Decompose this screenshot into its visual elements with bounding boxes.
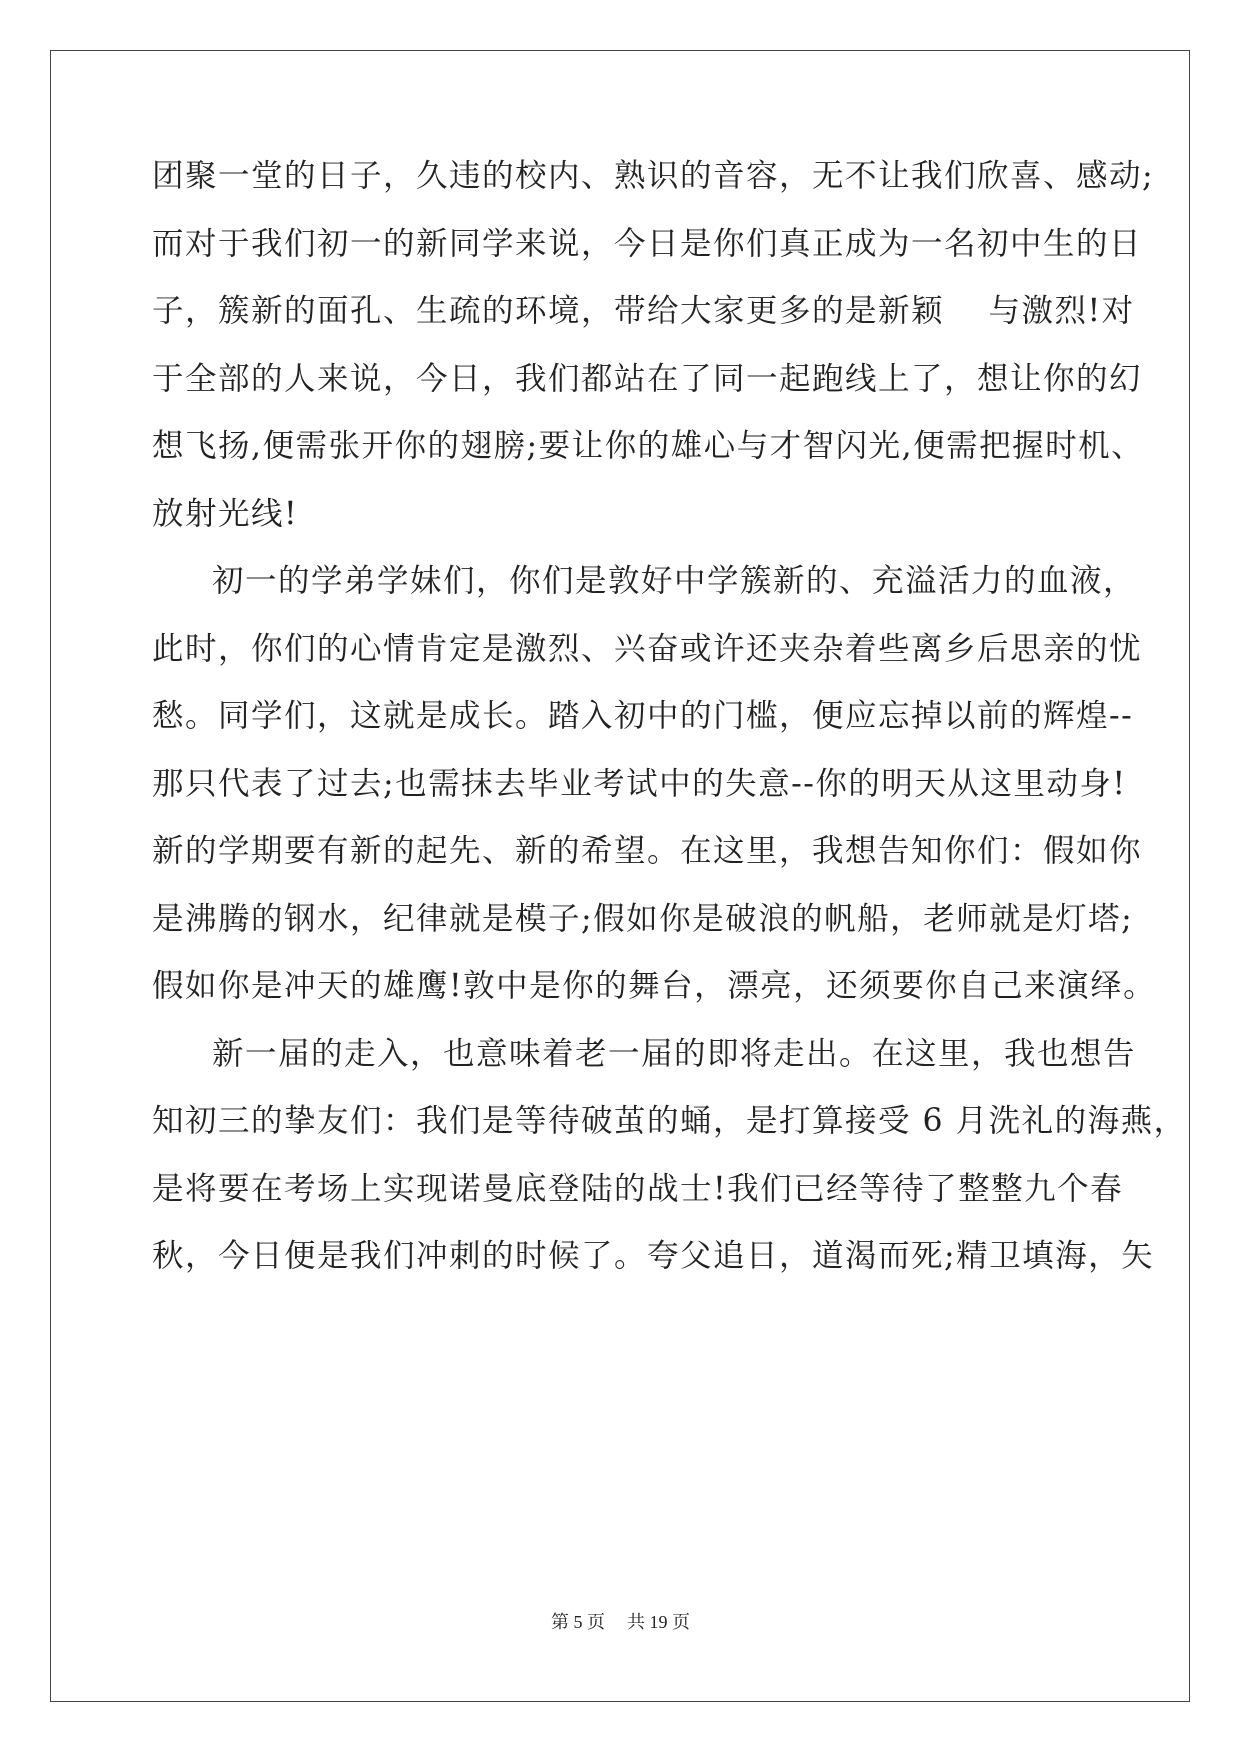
- text-line: 而对于我们初一的新同学来说，今日是你们真正成为一名初中生的日: [152, 225, 1143, 262]
- text-line: 假如你是冲天的雄鹰!敦中是你的舞台，漂亮，还须要你自己来演绎。: [152, 968, 1157, 1004]
- text-line: 那只代表了过去;也需抹去毕业考试中的失意--你的明天从这里动身!: [152, 765, 1127, 802]
- text-line: 是将要在考场上实现诺曼底登陆的战士!我们已经等待了整整九个春: [152, 1170, 1124, 1207]
- text-line: 子，簇新的面孔、生疏的环境，带给大家更多的是新颖 与激烈!对: [152, 293, 1135, 329]
- text-line: 是沸腾的钢水，纪律就是模子;假如你是破浪的帆船，老师就是灯塔;: [152, 900, 1134, 937]
- text-line: 新一届的走入，也意味着老一届的即将走出。在这里，我也想告: [212, 1035, 1137, 1072]
- text-line: 初一的学弟学妹们，你们是敦好中学簇新的、充溢活力的血液，: [212, 563, 1137, 599]
- text-line: 知初三的挚友们：我们是等待破茧的蛹，是打算接受 6 月洗礼的海燕，: [152, 1103, 1187, 1139]
- text-line: 于全部的人来说，今日，我们都站在了同一起跑线上了，想让你的幻: [152, 360, 1143, 397]
- text-line: 此时，你们的心情肯定是激烈、兴奋或许还夹杂着些离乡后思亲的忧: [152, 630, 1143, 667]
- text-line: 新的学期要有新的起先、新的希望。在这里，我想告知你们：假如你: [152, 833, 1143, 869]
- page-total: 共 19 页: [627, 1612, 690, 1632]
- text-line: 想飞扬,便需张开你的翅膀;要让你的雄心与才智闪光,便需把握时机、: [152, 428, 1145, 464]
- text-line: 放射光线!: [152, 495, 299, 532]
- text-line: 秋，今日便是我们冲刺的时候了。夸父追日，道渴而死;精卫填海，矢: [152, 1238, 1155, 1274]
- text-line: 团聚一堂的日子，久违的校内、熟识的音容，无不让我们欣喜、感动;: [152, 158, 1155, 194]
- document-body: [152, 150, 1187, 1298]
- page-number: 第 5 页: [551, 1612, 605, 1632]
- page-footer: [0, 1608, 1241, 1634]
- text-line: 愁。同学们，这就是成长。踏入初中的门槛，便应忘掉以前的辉煌--: [152, 698, 1134, 734]
